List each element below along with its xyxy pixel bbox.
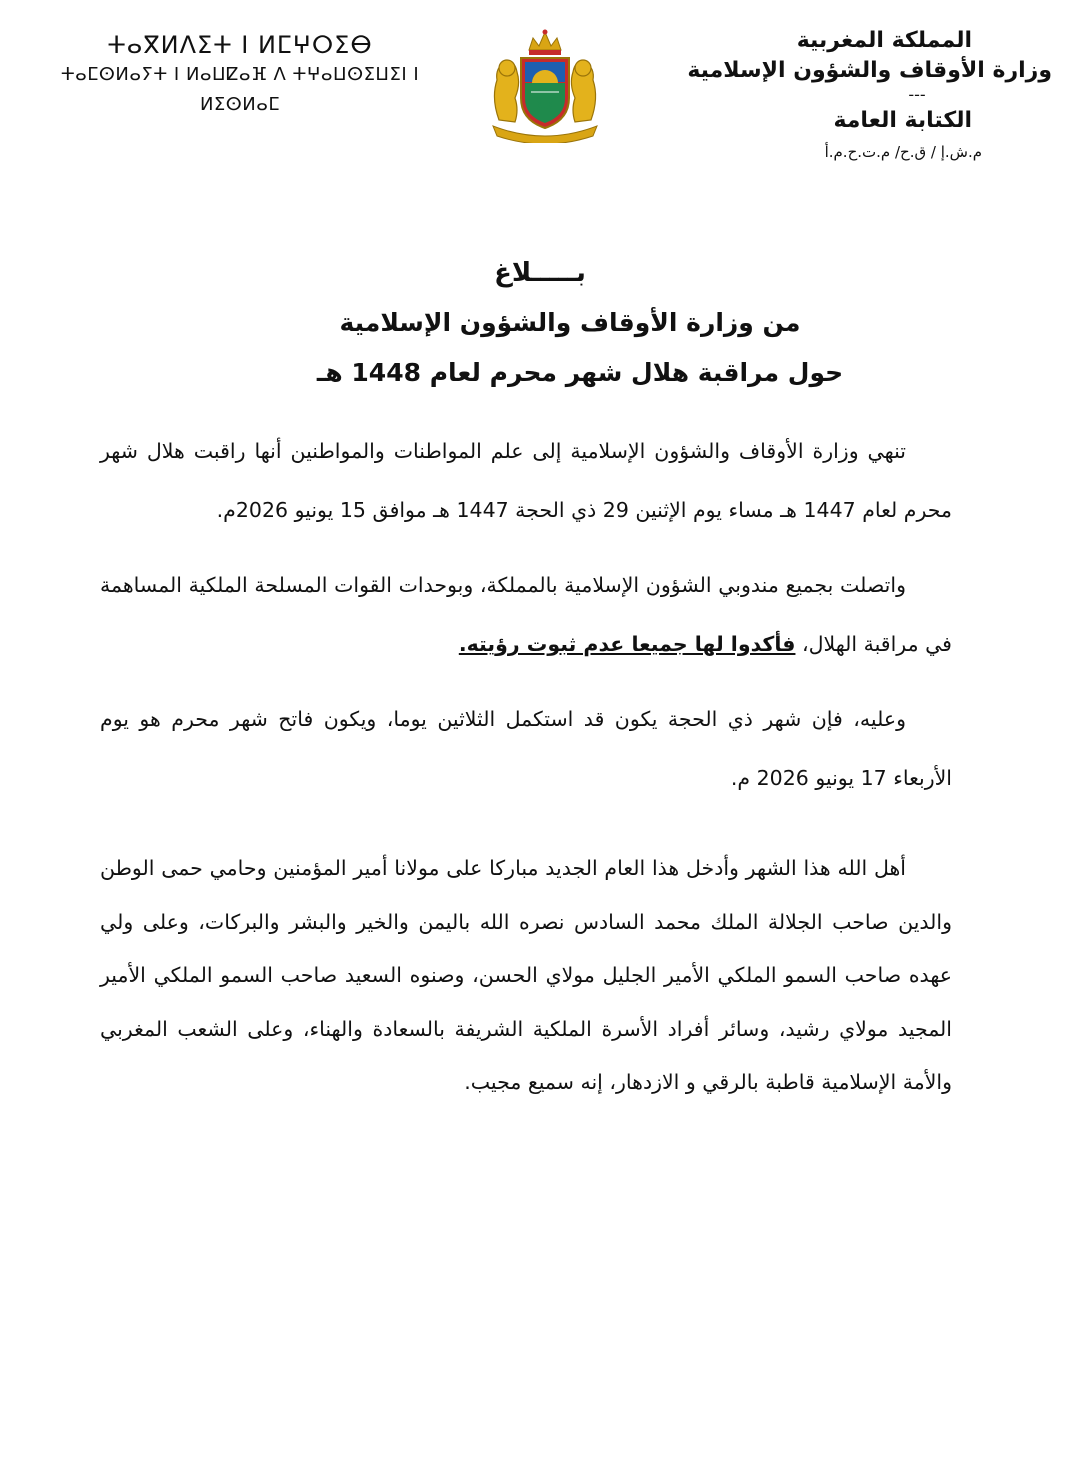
separator: ---	[908, 85, 926, 104]
kingdom-name-tifinagh: ⵜⴰⴳⵍⴷⵉⵜ ⵏ ⵍⵎⵖⵔⵉⴱ	[107, 31, 373, 59]
communique-body	[100, 422, 952, 1126]
ministry-name: وزارة الأوقاف والشؤون الإسلامية	[687, 58, 1052, 83]
paragraph-blessing: أهل الله هذا الشهر وأدخل هذا العام الجديد مباركا على مولانا أمير المؤمنين وحامي حمى الوطن والدين صاحب الجلالة الملك محمد السادس نصره الله باليمن والخير والبشر والبركات، وعلى ولي عهده صاحب السمو الملكي الأمير الجليل مولاي الحسن، وصنوه السعيد صاحب السمو الملكي الأمير المجيد مولاي رشيد، وسائر أفراد الأسرة الملكية الشريفة بالسعادة والهناء، وعلى الشعب المغربي والأمة الإسلامية قاطبة بالرقي و الازدهار، إنه سميع مجيب.	[100, 856, 952, 1094]
letterhead-arabic	[687, 26, 1052, 164]
secretariat-name: الكتابة العامة	[833, 108, 972, 133]
kingdom-name: المملكة المغربية	[796, 28, 972, 53]
paragraph-observation: تنهي وزارة الأوقاف والشؤون الإسلامية إلى علم المواطنات والمواطنين أنها راقبت هلال شهر محرم لعام 1447 هـ مساء يوم الإثنين 29 ذي الحجة 1447 هـ موافق 15 يونيو 2026م.	[100, 439, 952, 522]
letterhead-tifinagh	[40, 30, 440, 120]
paragraph-contacts	[100, 556, 952, 674]
communique-subject: حول مراقبة هلال شهر محرم لعام 1448 هـ	[316, 358, 844, 387]
royal-coat-of-arms-icon	[485, 28, 605, 143]
sighting-result-emphasis: فأكدوا لها جميعا عدم ثبوت رؤيته.	[458, 632, 796, 656]
communique-issuer: من وزارة الأوقاف والشؤون الإسلامية	[339, 308, 801, 337]
paragraph-conclusion: وعليه، فإن شهر ذي الحجة يكون قد استكمل الثلاثين يوما، ويكون فاتح شهر محرم هو يوم الأربعاء 17 يونيو 2026 م.	[100, 707, 952, 790]
communique-heading: بـــــلاغ	[494, 258, 586, 288]
reference-code: م.ش.إ / ق.ح/ م.ت.ح.م.أ	[824, 143, 982, 161]
ministry-name-tifinagh: ⵜⴰⵎⵙⵍⴰⵢⵜ ⵏ ⵍⴰⵡⵇⴰⴼ ⴷ ⵜⵖⴰⵡⵙⵉⵡⵉⵏ ⵏ ⵍⵉⵙⵍⴰⵎ	[60, 64, 420, 115]
communique-title	[0, 248, 1080, 398]
paragraph-contacts-text: واتصلت بجميع مندوبي الشؤون الإسلامية بالمملكة، وبوحدات القوات المسلحة الملكية المساهمة في مراقبة الهلال،	[100, 573, 952, 656]
